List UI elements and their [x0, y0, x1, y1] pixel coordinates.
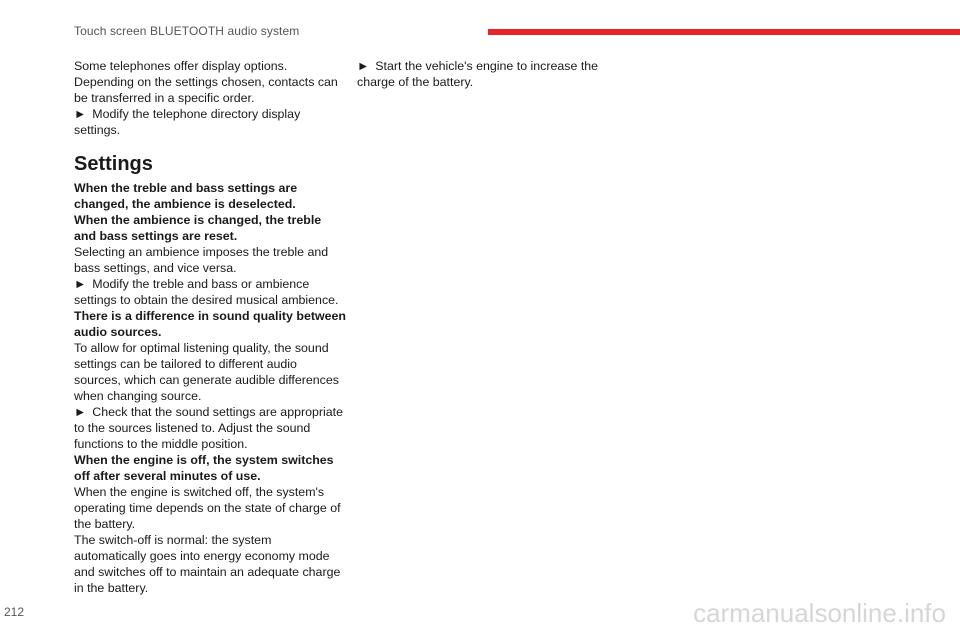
page-header-title: Touch screen BLUETOOTH audio system [74, 24, 300, 38]
arrow-bullet-icon: ► [74, 107, 87, 121]
header-accent-bar [488, 29, 960, 35]
section-heading-settings: Settings [74, 153, 153, 175]
warning-paragraph: There is a difference in sound quality between audio sources. [74, 309, 346, 339]
body-paragraph: When the engine is switched off, the system's operating time depends on the state of charge of the battery. [74, 485, 341, 531]
instruction-text: Modify the telephone directory display settings. [74, 107, 301, 137]
instruction-text: Check that the sound settings are appropriate to the sources listened to. Adjust the sound functions to the middle position. [74, 405, 343, 451]
instruction-step [74, 106, 346, 138]
body-paragraph: The switch-off is normal: the system automatically goes into energy economy mode and switches off to maintain an adequate charge in the battery. [74, 533, 341, 595]
arrow-bullet-icon: ► [74, 277, 87, 291]
left-column [74, 58, 346, 596]
instruction-step [74, 276, 346, 308]
instruction-text: Start the vehicle's engine to increase the charge of the battery. [357, 59, 599, 89]
instruction-step [357, 58, 607, 90]
instruction-step [74, 404, 346, 452]
page-number: 212 [4, 605, 25, 619]
arrow-bullet-icon: ► [357, 59, 370, 73]
warning-paragraph: When the ambience is changed, the treble and bass settings are reset. [74, 213, 322, 243]
body-paragraph: To allow for optimal listening quality, the sound settings can be tailored to different audio sources, which can generate audible differences when changing source. [74, 341, 339, 403]
warning-paragraph: When the engine is off, the system switches off after several minutes of use. [74, 453, 334, 483]
watermark-logo: carmanualsonline.info [693, 598, 946, 628]
warning-paragraph: When the treble and bass settings are changed, the ambience is deselected. [74, 181, 298, 211]
instruction-text: Modify the treble and bass or ambience settings to obtain the desired musical ambience. [74, 277, 339, 307]
intro-paragraph: Some telephones offer display options. Depending on the settings chosen, contacts can be transferred in a specific order. [74, 59, 338, 105]
arrow-bullet-icon: ► [74, 405, 87, 419]
right-column [357, 58, 607, 90]
body-paragraph: Selecting an ambience imposes the treble and bass settings, and vice versa. [74, 245, 329, 275]
